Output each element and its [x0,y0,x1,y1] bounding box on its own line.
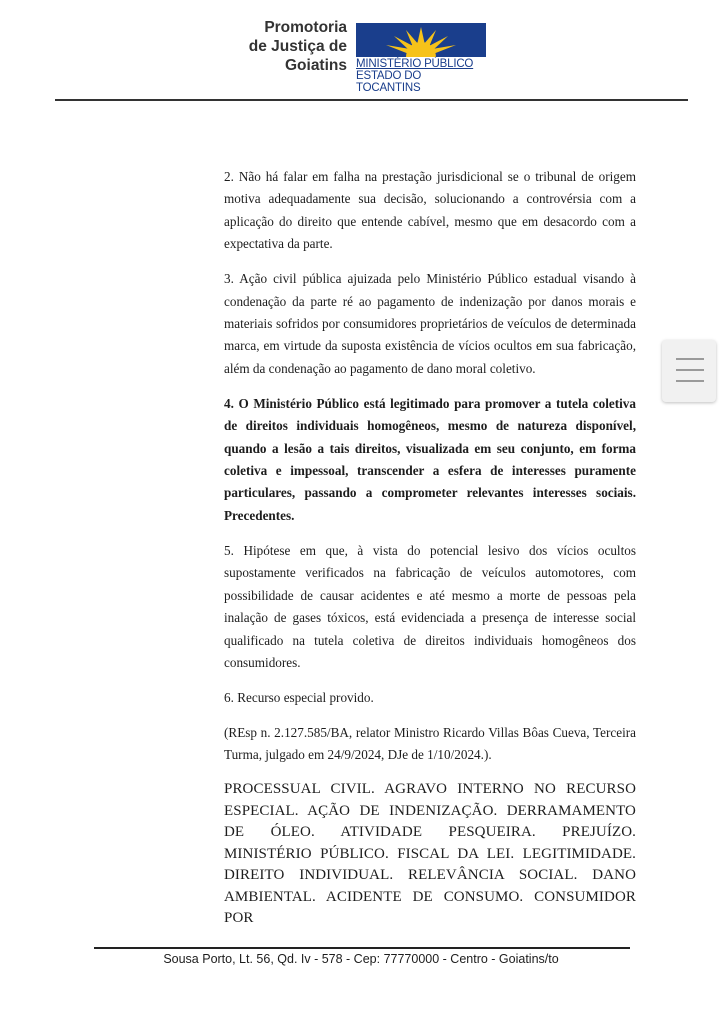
paragraph: 3. Ação civil pública ajuizada pelo Ministério Público estadual visando à condenação da parte ré ao pagamento de indenização por danos morais e materiais sofridos por consumidores proprietários de veículos de determinada marca, em virtude da suposta existência de vícios ocultos em sua fabricação, além da condenação ao pagamento de dano moral coletivo. [224,271,636,376]
footer-address-text: Sousa Porto, Lt. 56, Qd. Iv - 578 - Cep: 77770000 - Centro - Goiatins/to [163,952,559,966]
letterhead [0,0,726,105]
sun-logo-icon [356,23,486,57]
ementa-heading: PROCESSUAL CIVIL. AGRAVO INTERNO NO RECURSO ESPECIAL. AÇÃO DE INDENIZAÇÃO. DERRAMAMENTO DE ÓLEO. ATIVIDADE PESQUEIRA. PREJUÍZO. MINISTÉRIO PÚBLICO. FISCAL DA LEI. LEGITIMIDADE. DIREITO INDIVIDUAL. RELEVÂNCIA SOCIAL. DANO AMBIENTAL. ACIDENTE DE CONSUMO. CONSUMIDOR POR [224,781,636,927]
paragraph: 5. Hipótese em que, à vista do potencial lesivo dos vícios ocultos supostamente verificados na fabricação de veículos automotores, com possibilidade de causar acidentes e até mesmo a morte de pessoas pela inalação de gases tóxicos, está evidenciada a presença de interesse social qualificado na tutela coletiva de direitos individuais homogêneos dos consumidores. [224,542,636,670]
citation: (REsp n. 2.127.585/BA, relator Ministro Ricardo Villas Bôas Cueva, Terceira Turma, julgado em 24/9/2024, DJe de 1/10/2024.). [224,724,636,763]
promotoria-line: Promotoria [264,19,347,36]
promotoria-name [232,18,347,75]
ministerio-publico-logo [356,23,488,94]
paragraph: 2. Não há falar em falha na prestação jurisdicional se o tribunal de origem motiva adequadamente sua decisão, solucionando a controvérsia com a aplicação do direito que entende cabível, mesmo que em desacordo com a expectativa da parte. [224,169,636,252]
side-menu-button[interactable] [662,340,716,402]
paragraph-bold: 4. O Ministério Público está legitimado para promover a tutela coletiva de direitos individuais homogêneos, mesmo de natureza disponível, quando a lesão a tais direitos, visualizada em seu conjunto, em forma coletiva e impessoal, transcender a esfera de interesses puramente particulares, passando a comprometer relevantes interesses sociais. Precedentes. [224,395,636,523]
paragraph: 6. Recurso especial provido. [224,689,374,705]
footer-address [0,952,726,966]
logo-line-2: ESTADO DO TOCANTINS [356,70,422,94]
promotoria-line: Goiatins [284,57,347,74]
footer-divider [94,947,630,949]
hamburger-menu-icon [676,380,704,382]
hamburger-menu-icon [676,358,704,360]
hamburger-menu-icon [676,369,704,371]
header-divider [55,99,688,101]
document-body [224,166,636,942]
logo-line-1: MINISTÉRIO PÚBLICO [356,58,474,70]
ministerio-publico-wordmark [356,58,488,94]
promotoria-line: de Justiça de [248,38,347,55]
